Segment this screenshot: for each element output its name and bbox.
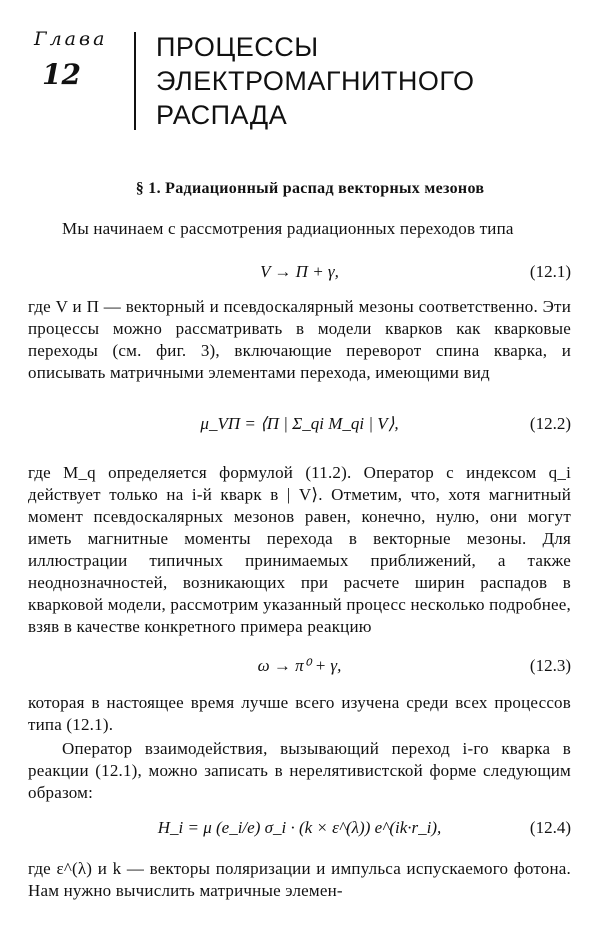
chapter-number: 12 xyxy=(42,58,81,91)
equation-formula: V → Π + γ, xyxy=(260,262,339,281)
chapter-divider xyxy=(134,32,136,130)
equation-number: (12.2) xyxy=(529,414,571,433)
equation xyxy=(28,818,571,842)
paragraph: где M_q определяется формулой (11.2). Оператор с индексом q_i действует только на i-й кварк в | V⟩. Отметим, что, хотя магнитный момент псевдоскалярных мезонов равен, конечно, нулю, они могут иметь магнитные моменты перехода в векторные мезоны. Для иллюстрации типичных принимаемых приближений, а также неоднозначностей, возникающих при расчете ширин распадов в кварковой модели, рассмотрим указанный процесс несколько подробнее, взяв в качестве конкретного примера реакцию xyxy=(28,463,571,636)
equation-formula: ω → π⁰ + γ, xyxy=(257,656,342,675)
equation-formula: μ_VΠ = ⟨Π | Σ_qi M_qi | V⟩, xyxy=(200,414,399,433)
chapter-title-line: ЭЛЕКТРОМАГНИТНОГО xyxy=(156,66,475,96)
paragraph: которая в настоящее время лучше всего изучена среди всех процессов типа (12.1). xyxy=(28,693,571,734)
equation-number: (12.1) xyxy=(529,262,571,281)
chapter-title-line: ПРОЦЕССЫ xyxy=(156,32,319,62)
paragraph: где V и Π — векторный и псевдоскалярный мезоны соответственно. Эти процессы можно рассматривать в модели кварков как кварковые переходы (см. фиг. 3), включающие переворот спина кварка, и описывать матричными элементами перехода, имеющими вид xyxy=(28,297,571,382)
chapter-title xyxy=(156,30,556,132)
section-heading: § 1. Радиационный распад векторных мезонов xyxy=(135,180,485,197)
equation-number: (12.3) xyxy=(529,656,571,675)
equation xyxy=(28,262,571,286)
equation-formula: H_i = μ (e_i/e) σ_i · (k × ε^(λ)) e^(ik·r_i), xyxy=(157,818,442,837)
equation xyxy=(28,656,571,680)
paragraph: Мы начинаем с рассмотрения радиационных переходов типа xyxy=(62,219,514,238)
paragraph: Оператор взаимодействия, вызывающий переход i-го кварка в реакции (12.1), можно записать в нерелятивистской форме следующим образом: xyxy=(28,739,571,802)
chapter-label: Глава xyxy=(34,28,108,50)
paragraph: где ε^(λ) и k — векторы поляризации и импульса испускаемого фотона. Нам нужно вычислить матричные элемен- xyxy=(28,859,571,900)
chapter-title-line: РАСПАДА xyxy=(156,100,288,130)
equation xyxy=(28,414,571,438)
equation-number: (12.4) xyxy=(529,818,571,837)
